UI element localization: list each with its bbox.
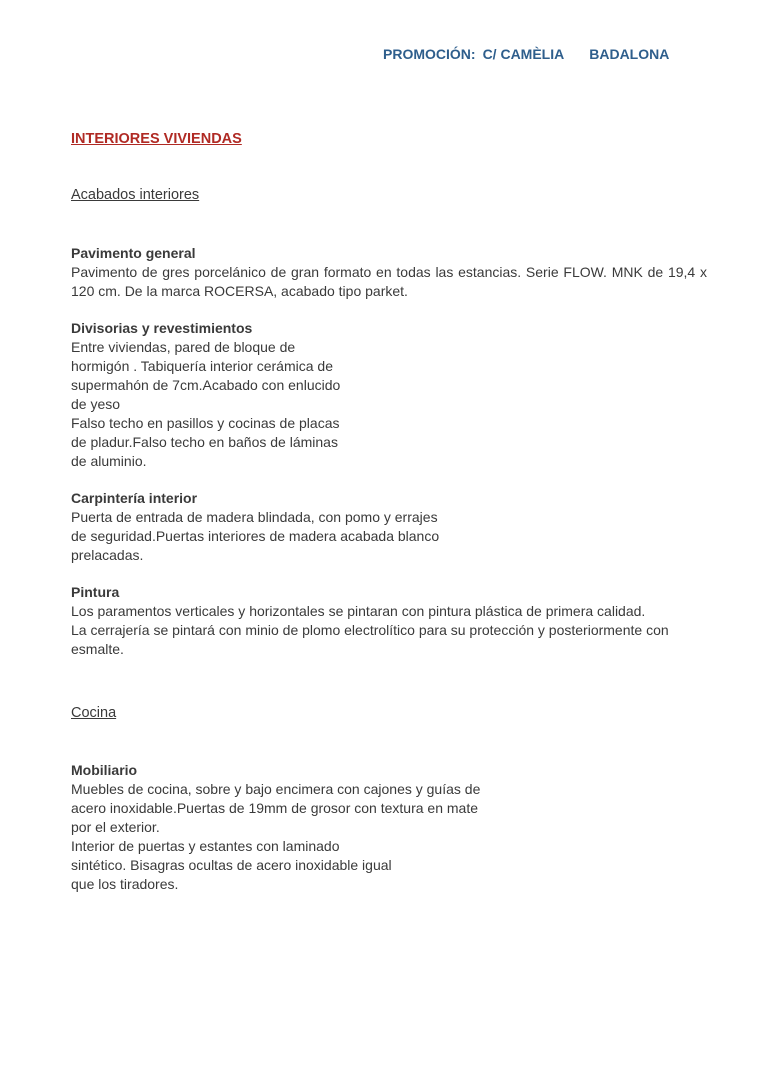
paragraph-line: que los tiradores. [71,876,179,892]
paragraph-line: de yeso [71,396,121,412]
street-name: C/ CAMÈLIA [482,46,565,62]
section-heading: Mobiliario [71,762,138,778]
section-heading: Carpintería interior [71,490,198,506]
paragraph-line: prelacadas. [71,547,144,563]
paragraph-line: hormigón . Tabiquería interior cerámica de [71,358,333,374]
section-carpinteria-interior [71,489,439,565]
section-heading: Pintura [71,584,120,600]
paragraph-line: Puerta de entrada de madera blindada, con pomo y errajes [71,509,438,525]
section-heading: Pavimento general [71,245,196,261]
paragraph-line: por el exterior. [71,819,160,835]
section-pintura [71,583,669,659]
paragraph-line: acero inoxidable.Puertas de 19mm de grosor con textura en mate [71,800,479,816]
subtitle-acabados-interiores: Acabados interiores [71,187,200,203]
promotion-label: PROMOCIÓN: [383,46,476,62]
promotion-header [383,46,669,62]
main-title: INTERIORES VIVIENDAS [71,131,242,147]
paragraph-line: Muebles de cocina, sobre y bajo encimera con cajones y guías de [71,781,481,797]
section-pavimento-general [71,244,707,301]
paragraph-line: Falso techo en pasillos y cocinas de placas [71,415,340,431]
paragraph-line: de aluminio. [71,453,147,469]
section-heading: Divisorias y revestimientos [71,320,253,336]
paragraph-line: esmalte. [71,641,124,657]
paragraph-line: Los paramentos verticales y horizontales se pintaran con pintura plástica de primera calidad. [71,603,646,619]
subtitle-cocina: Cocina [71,705,117,721]
paragraph-line: sintético. Bisagras ocultas de acero inoxidable igual [71,857,392,873]
paragraph-line: de pladur.Falso techo en baños de láminas [71,434,338,450]
paragraph-line: de seguridad.Puertas interiores de madera acabada blanco [71,528,440,544]
paragraph-line: Entre viviendas, pared de bloque de [71,339,296,355]
section-mobiliario [71,761,480,894]
paragraph-line: Interior de puertas y estantes con laminado [71,838,340,854]
paragraph-line: supermahón de 7cm.Acabado con enlucido [71,377,341,393]
section-divisorias-revestimientos [71,319,340,471]
paragraph-line: La cerrajería se pintará con minio de plomo electrolítico para su protección y posteriormente con [71,622,669,638]
city-name: BADALONA [589,46,670,62]
paragraph: Pavimento de gres porcelánico de gran formato en todas las estancias. Serie FLOW. MNK de 19,4 x 120 cm. De la marca ROCERSA, acabado tipo parket. [71,264,707,299]
